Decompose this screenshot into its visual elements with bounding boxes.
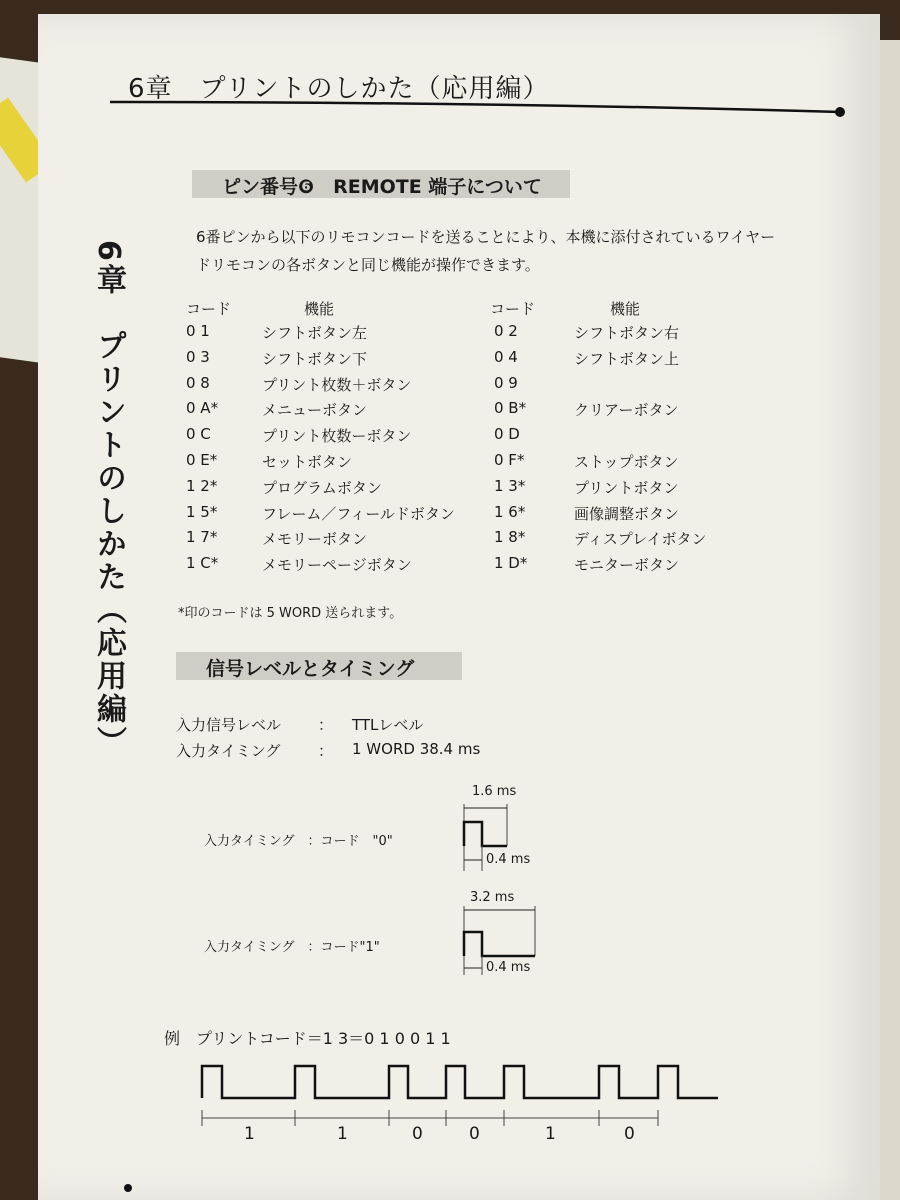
function-cell: ストップボタン [574,453,679,471]
page-marker-dot [124,1184,132,1192]
code-cell: 0 4 [494,348,518,366]
code1-low-label: 0.4 ms [486,960,531,975]
signal-level-sep: ： [318,716,334,734]
code-cell: 1 C* [186,554,219,572]
example-waveform [196,1060,726,1130]
function-cell: メモリーページボタン [262,556,412,574]
footnote: *印のコードは 5 WORD 送られます。 [178,606,403,621]
signal-timing-heading: 信号レベルとタイミング [176,652,462,680]
code1-label: 入力タイミング ：コード"1" [204,940,380,955]
code-cell: 0 C [186,425,211,443]
timing-value: 1 WORD 38.4 ms [352,740,481,758]
code-cell: 0 D [494,425,520,443]
example-bit: 0 [469,1124,480,1144]
example-bit: 1 [545,1124,556,1144]
col-header-func-left: 機能 [304,300,335,318]
function-cell: シフトボタン上 [574,350,680,368]
code-cell: 0 A* [186,399,219,417]
code-cell: 0 B* [494,399,527,417]
intro-line-1: 6番ピンから以下のリモコンコードを送ることにより、本機に添付されているワイヤー [196,228,776,246]
code-cell: 0 F* [494,451,525,469]
timing-label: 入力タイミング [176,742,281,760]
function-cell: フレーム／フィールドボタン [262,505,455,523]
side-chapter-title: 6章 プリントのしかた（応用編） [91,240,126,759]
code-cell: 0 2 [494,322,518,340]
timing-sep: ： [318,742,334,760]
example-bit: 0 [412,1124,423,1144]
function-cell: メニューボタン [262,401,368,419]
function-cell: プログラムボタン [262,479,382,497]
function-cell: シフトボタン右 [574,324,680,342]
code0-width-label: 1.6 ms [472,784,517,799]
function-cell: クリアーボタン [574,401,679,419]
code-cell: 1 D* [494,554,528,572]
example-bit: 1 [244,1124,255,1144]
chapter-header-title: 6章 プリントのしかた（応用編） [128,74,550,104]
function-cell: シフトボタン下 [262,350,368,368]
function-cell: モニターボタン [574,556,680,574]
code-cell: 0 8 [186,374,210,392]
remote-terminal-heading: ピン番号❻ REMOTE 端子について [192,170,570,198]
code-cell: 0 3 [186,348,210,366]
code0-low-label: 0.4 ms [486,852,531,867]
function-cell: 画像調整ボタン [574,505,680,523]
example-bit: 0 [624,1124,635,1144]
function-cell: セットボタン [262,453,353,471]
code0-label: 入力タイミング ：コード "0" [204,834,393,849]
function-cell: プリント枚数＋ボタン [262,376,412,394]
code0-waveform [440,796,540,876]
function-cell: プリント枚数ーボタン [262,427,412,445]
code1-waveform [440,900,550,980]
code-cell: 1 5* [186,503,218,521]
code-cell: 1 7* [186,528,218,546]
code-cell: 1 6* [494,503,526,521]
col-header-func-right: 機能 [610,300,641,318]
example-print-code: 例 プリントコード＝1 3＝0 1 0 0 1 1 [164,1029,451,1048]
code1-width-label: 3.2 ms [470,890,515,905]
code-cell: 1 3* [494,477,526,495]
example-bit: 1 [337,1124,348,1144]
header-rule [110,100,850,120]
code-cell: 1 2* [186,477,218,495]
code-cell: 0 9 [494,374,518,392]
signal-level-label: 入力信号レベル [176,716,282,734]
code-cell: 0 E* [186,451,218,469]
code-cell: 1 8* [494,528,526,546]
function-cell: メモリーボタン [262,530,368,548]
intro-line-2: ドリモコンの各ボタンと同じ機能が操作できます。 [196,256,540,274]
code-cell: 0 1 [186,322,210,340]
col-header-code-right: コード [490,300,536,318]
function-cell: プリントボタン [574,479,679,497]
col-header-code-left: コード [186,300,232,318]
signal-level-value: TTLレベル [352,716,424,734]
function-cell: シフトボタン左 [262,324,368,342]
function-cell: ディスプレイボタン [574,530,707,548]
